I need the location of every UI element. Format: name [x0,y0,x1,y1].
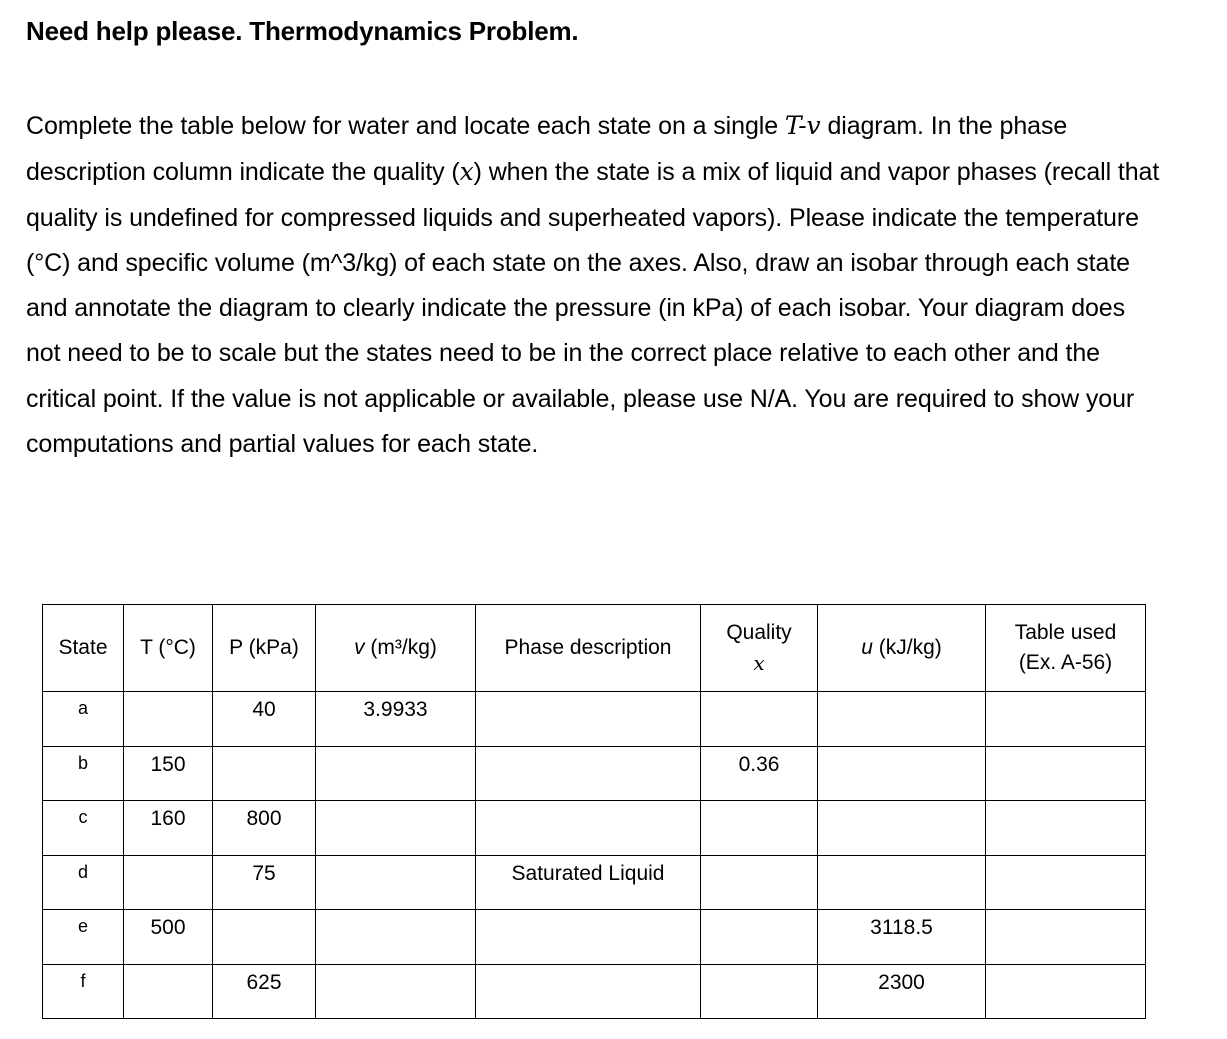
quality-symbol: x [459,157,474,187]
cell-quality: 0.36 [701,746,818,801]
cell-table-used [986,692,1146,747]
header-table-used [986,605,1146,692]
header-pressure: P (kPa) [213,605,316,692]
header-specific-volume [316,605,476,692]
header-internal-energy [818,605,986,692]
cell-pressure: 40 [213,692,316,747]
table-row [43,746,1146,801]
cell-volume [316,801,476,856]
cell-state: f [43,964,124,1019]
problem-text-part2: diagram. In the phase description column indicate the quality ( [26,112,1068,187]
header-energy-symbol: u [861,636,873,659]
cell-temperature [124,855,213,910]
diagram-symbol: T-v [784,111,821,140]
state-table [42,604,1146,1019]
cell-phase [476,746,701,801]
cell-phase [476,801,701,856]
cell-state: a [43,692,124,747]
cell-temperature: 150 [124,746,213,801]
cell-quality [701,692,818,747]
cell-energy [818,801,986,856]
header-temperature: T (°C) [124,605,213,692]
cell-volume [316,964,476,1019]
cell-energy: 3118.5 [818,910,986,965]
header-quality-symbol: x [753,651,765,675]
cell-phase: Saturated Liquid [476,855,701,910]
header-quality-label: Quality [726,621,792,644]
problem-text-part1: Complete the table below for water and locate each state on a single [26,112,785,140]
header-table-used-line2: (Ex. A-56) [1018,651,1113,674]
cell-quality [701,801,818,856]
cell-state: c [43,801,124,856]
cell-state: d [43,855,124,910]
cell-energy [818,746,986,801]
cell-energy: 2300 [818,964,986,1019]
table-header-row [43,605,1146,692]
cell-temperature: 160 [124,801,213,856]
cell-energy [818,855,986,910]
cell-pressure: 800 [213,801,316,856]
cell-energy [818,692,986,747]
cell-state: b [43,746,124,801]
cell-temperature [124,964,213,1019]
header-energy-unit: (kJ/kg) [872,636,942,659]
header-phase-description: Phase description [476,605,701,692]
cell-pressure [213,910,316,965]
cell-quality [701,964,818,1019]
cell-table-used [986,746,1146,801]
table-row [43,692,1146,747]
cell-volume [316,855,476,910]
cell-pressure: 75 [213,855,316,910]
header-volume-unit: (m³/kg) [364,636,437,659]
header-quality [701,605,818,692]
cell-temperature: 500 [124,910,213,965]
table-row [43,855,1146,910]
header-table-used-line1: Table used [1014,621,1117,644]
problem-text-part3: ) when the state is a mix of liquid and vapor phases (recall that quality is undefined for compressed liquids and superheated vapors). Please indicate the temperature (°C) and specific volume (m^3/kg) of each state on the axes. Also, draw an isobar through each state and annotate the diagram to clearly indicate the pressure (in kPa) of each isobar. Your diagram does not need to be to scale but the states need to be in the correct place relative to each other and the critical point. If the value is not applicable or available, please use N/A. You are required to show your computations and partial values for each state. [26,158,1160,459]
cell-phase [476,692,701,747]
cell-quality [701,910,818,965]
cell-volume [316,746,476,801]
table-row [43,910,1146,965]
post-title: Need help please. Thermodynamics Problem. [26,16,579,46]
cell-volume: 3.9933 [316,692,476,747]
header-state: State [43,605,124,692]
cell-temperature [124,692,213,747]
cell-phase [476,964,701,1019]
table-row [43,964,1146,1019]
cell-table-used [986,801,1146,856]
header-volume-symbol: v [354,636,365,659]
cell-volume [316,910,476,965]
cell-pressure [213,746,316,801]
cell-table-used [986,910,1146,965]
problem-statement [26,103,1166,467]
cell-phase [476,910,701,965]
table-row [43,801,1146,856]
cell-pressure: 625 [213,964,316,1019]
cell-quality [701,855,818,910]
cell-table-used [986,855,1146,910]
cell-state: e [43,910,124,965]
cell-table-used [986,964,1146,1019]
